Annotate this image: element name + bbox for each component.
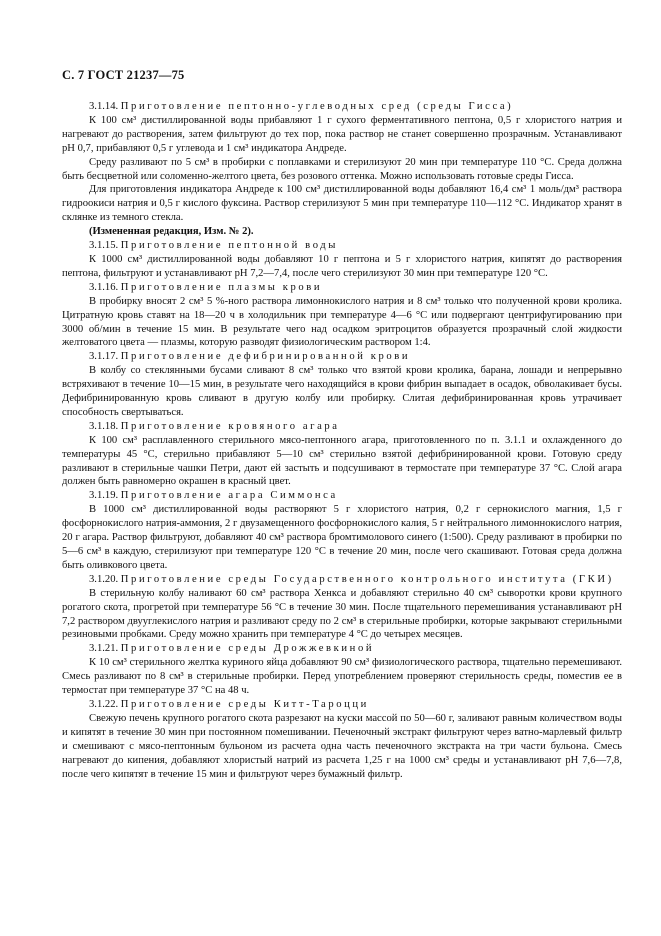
page-header: С. 7 ГОСТ 21237—75 [62, 68, 185, 82]
section-title: Приготовление пептонно-углеводных сред (среды Гисса) [120, 101, 514, 112]
section-title: Приготовление среды Дрожжевкиной [120, 643, 375, 655]
paragraph: К 1000 см³ дистиллированной воды добавляют 10 г пептона и 5 г хлористого натрия, кипятят до растворения пептона, фильтруют и устанавливают pH 7,2—7,4, после чего стерилизуют 30 мин при температуре 120 °С. [62, 253, 622, 279]
section-title: Приготовление пептонной воды [120, 240, 338, 252]
section-heading [62, 489, 622, 503]
section-number: 3.1.21. [89, 643, 119, 655]
section-heading [62, 573, 622, 587]
section-title: Приготовление плазмы крови [120, 281, 323, 293]
section-number: 3.1.15. [89, 240, 119, 252]
paragraph: К 100 см³ дистиллированной воды прибавляют 1 г сухого ферментативного пептона, 0,5 г хлористого натрия и нагревают до растворения, затем фильтруют до тех пор, пока раствор не станет совершенно прозрачным. Устанавливают pH 0,7, прибавляют 0,5 г углевода и 1 см³ индикатора Андреде. [62, 114, 622, 154]
section-number: 3.1.18. [89, 420, 119, 432]
section-number: 3.1.22. [89, 698, 119, 710]
section-title: Приготовление кровяного агара [120, 420, 340, 432]
section-number: 3.1.19. [89, 490, 119, 502]
section-heading [62, 642, 622, 656]
section-number: 3.1.16. [89, 281, 119, 293]
section-heading [62, 350, 622, 364]
section-number: 3.1.14. [89, 101, 119, 112]
amendment-note: (Измененная редакция, Изм. № 2). [89, 226, 254, 238]
section-title: Приготовление агара Симмонса [120, 490, 338, 502]
paragraph: В стерильную колбу наливают 60 см³ раствора Хенкса и добавляют стерильно 40 см³ сыворотки крови крупного рогатого скота, прогретой при температуре 56 °С в течение 30 мин. После тщательного перемешивания устанавливают pH 7,2 раствором двууглекислого натрия и разливают среду по 2 см³ в стерильные пробирки, которые закрывают стерильными резиновыми пробками. Среду можно хранить при температуре 4 °С до четырех месяцев. [62, 587, 622, 641]
section-heading [62, 100, 622, 114]
section-number: 3.1.20. [89, 573, 119, 585]
paragraph: К 100 см³ расплавленного стерильного мясо-пептонного агара, приготовленного по п. 3.1.1 и охлажденного до температуры 45 °С, стерильно прибавляют 5—10 см³ стерильно взятой дефибринированной крови. Готовую среду разливают в стерильные чашки Петри, дают ей застыть и подсушивают в термостате при температуре 37 °С. Слой агара должен быть равномерно окрашен в красный цвет. [62, 434, 622, 488]
section-heading [62, 698, 622, 712]
section-heading [62, 239, 622, 253]
section-number: 3.1.17. [89, 351, 119, 363]
section-title: Приготовление дефибринированной крови [120, 351, 411, 363]
paragraph: Среду разливают по 5 см³ в пробирки с поплавками и стерилизуют 20 мин при температуре 110 °С. Среда должна быть бесцветной или соломенно-желтого цвета, без розового оттенка. Можно использовать готовые среды Гисса. [62, 156, 622, 182]
paragraph: Для приготовления индикатора Андреде к 100 см³ дистиллированной воды добавляют 16,4 см³ 1 моль/дм³ раствора гидроокиси натрия и 0,5 г кислого фуксина. Раствор стерилизуют 5 мин при температуре 110—112 °С. Индикатор хранят в склянке из темного стекла. [62, 184, 622, 224]
paragraph: К 10 см³ стерильного желтка куриного яйца добавляют 90 см³ физиологического раствора, тщательно перемешивают. Смесь разливают по 8 см³ в стерильные пробирки. Перед употреблением проверяют стерильность среды, поместив ее в термостат при температуре 37 °С на 48 ч. [62, 657, 622, 697]
paragraph: В колбу со стеклянными бусами сливают 8 см³ только что взятой крови кролика, барана, лошади и непрерывно встряхивают в течение 10—15 мин, в результате чего находящийся в крови фибрин выпадает в осадок, обволакивает бусы. Дефибринированную кровь сливают в другую колбу или пробирку. Слитая дефибринированная кровь утрачивает способность свертываться. [62, 365, 622, 418]
paragraph: В 1000 см³ дистиллированной воды растворяют 5 г хлористого натрия, 0,2 г сернокислого магния, 1,5 г фосфорнокислого натрия-аммония, 2 г двузамещенного фосфорнокислого калия, 5 г нейтрального лимоннокислого натрия, 20 г агара. Раствор фильтруют, добавляют 40 см³ раствора бромтимолового синего (1:500). Среду разливают в пробирки по 5—6 см³ в каждую, стерилизуют при температуре 120 °С в течение 20 мин, после чего скашивают. Готовая среда должна быть оливкового цвета. [62, 504, 622, 571]
section-heading [62, 281, 622, 295]
paragraph: В пробирку вносят 2 см³ 5 %-ного раствора лимоннокислого натрия и 8 см³ только что полученной крови кролика. Цитратную кровь ставят на 18—20 ч в холодильник при температуре 4—6 °С или подвергают центрифугированию при 3000 об/мин в течение 15 мин. В результате чего над осадком эритроцитов образуется прозрачный слой жидкости желтоватого цвета — плазмы, которую разводят физиологическим раствором 1:4. [62, 295, 622, 349]
paragraph: Свежую печень крупного рогатого скота разрезают на куски массой по 50—60 г, заливают равным количеством воды и кипятят в течение 30 мин при постоянном помешивании. Печеночный экстракт фильтруют через ватно-марлевый фильтр и смешивают с мясо-пептонным бульоном из расчета одна часть печеночного экстракта на три части бульона. Смесь нагревают до кипения, добавляют хлористый натрий из расчета 1,25 г на 1000 см³ среды и устанавливают pH 7,6—7,8, после чего кипятят в течение 15 мин и фильтруют через бумажный фильтр. [62, 712, 622, 780]
section-title: Приготовление среды Государственного контрольного института (ГКИ) [120, 573, 614, 585]
section-title: Приготовление среды Китт-Тароцци [120, 698, 369, 710]
document-body [62, 100, 622, 781]
section-heading [62, 420, 622, 434]
